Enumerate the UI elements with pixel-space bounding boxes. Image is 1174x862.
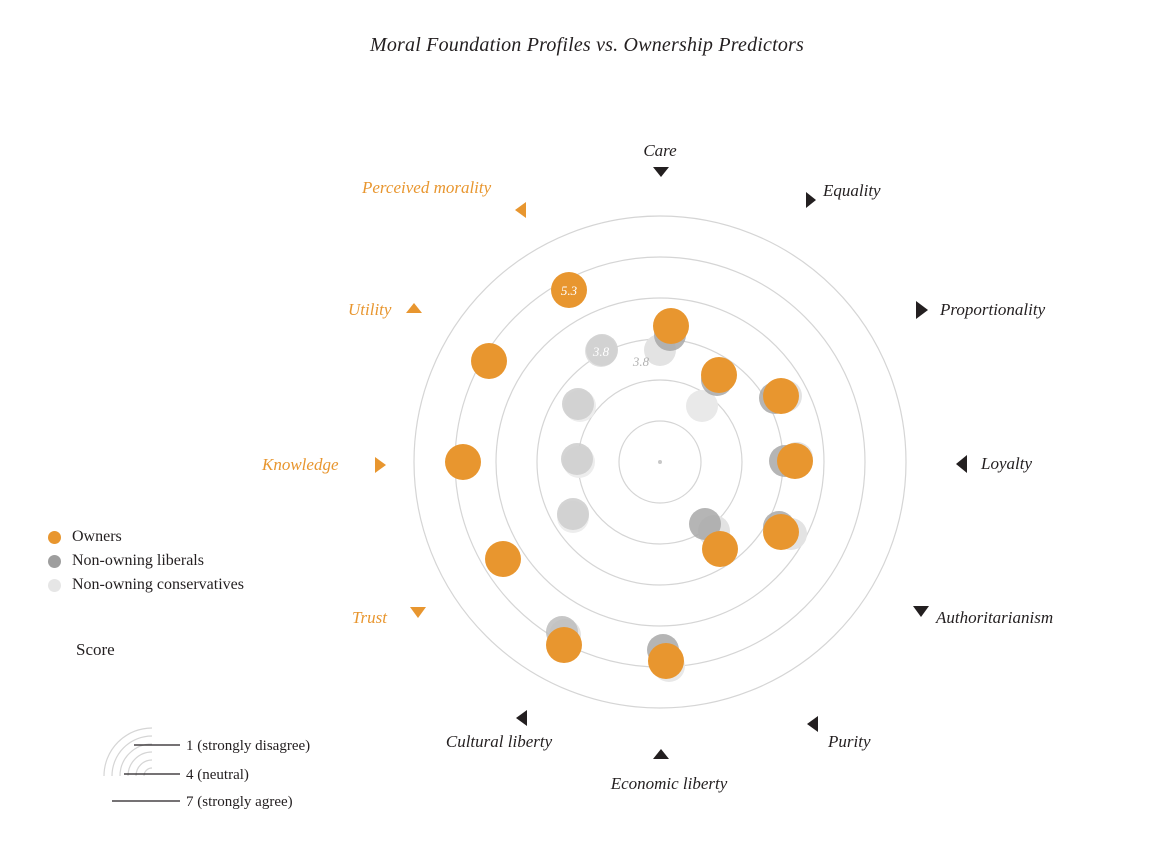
score-key-label-4: 4 (neutral) (186, 767, 249, 783)
axis-label-trust: Trust (352, 608, 387, 627)
axis-label-utility: Utility (348, 300, 392, 319)
axis-label-knowledge: Knowledge (262, 455, 339, 474)
axis-label-authoritarianism: Authoritarianism (936, 608, 1054, 627)
legend-dot-non-owning-liberals (48, 555, 61, 568)
value-label-owners: 5.3 (560, 283, 578, 298)
legend-item-non-owning-conservatives[interactable] (44, 573, 304, 597)
score-key-label-7: 7 (strongly agree) (186, 794, 293, 810)
triangle-right-icon-proportionality (916, 301, 928, 319)
triangle-right-icon-equality (806, 192, 816, 208)
triangle-left-icon-loyalty (956, 455, 967, 473)
axis-label-perceived-morality: Perceived morality (362, 178, 492, 197)
legend-item-non-owning-liberals[interactable] (44, 549, 304, 573)
triangle-up-icon-utility (406, 303, 422, 313)
triangle-down-icon-authoritarianism (913, 606, 929, 617)
triangle-left-icon-purity (807, 716, 818, 732)
page-title: Moral Foundation Profiles vs. Ownership Predictors (369, 34, 805, 56)
score-key-label-1: 1 (strongly disagree) (186, 738, 311, 754)
axis-label-economic-liberty: Economic liberty (610, 774, 728, 793)
legend-dot-owners (48, 531, 61, 544)
axis-label-purity: Purity (828, 732, 871, 751)
value-label-conservatives: 3.8 (592, 344, 610, 359)
triangle-down-icon-care (653, 167, 669, 177)
axis-label-loyalty: Loyalty (981, 454, 1032, 473)
legend-dot-non-owning-conservatives (48, 579, 61, 592)
chart-legend (44, 525, 304, 597)
legend-item-owners[interactable] (44, 525, 304, 549)
score-key-diagram (62, 666, 362, 816)
legend-label-non-owning-liberals: Non-owning liberals (72, 552, 204, 569)
triangle-down-icon-trust (410, 607, 426, 618)
axis-label-proportionality: Proportionality (940, 300, 1046, 319)
score-key-title: Score (76, 640, 115, 659)
triangle-left-icon-cultural-liberty (516, 710, 527, 726)
axis-label-care: Care (643, 141, 677, 160)
legend-label-non-owning-conservatives: Non-owning conservatives (72, 576, 244, 593)
legend-label-owners: Owners (72, 528, 122, 545)
score-key (62, 640, 362, 810)
triangle-up-icon-economic-liberty (653, 749, 669, 759)
axis-label-equality: Equality (823, 181, 881, 200)
axis-label-cultural-liberty: Cultural liberty (445, 732, 553, 751)
grid-rings (414, 216, 906, 708)
triangle-left-icon-perceived-morality (515, 202, 526, 218)
triangle-right-icon-knowledge (375, 457, 386, 473)
value-label-liberals: 3.8 (632, 354, 650, 369)
